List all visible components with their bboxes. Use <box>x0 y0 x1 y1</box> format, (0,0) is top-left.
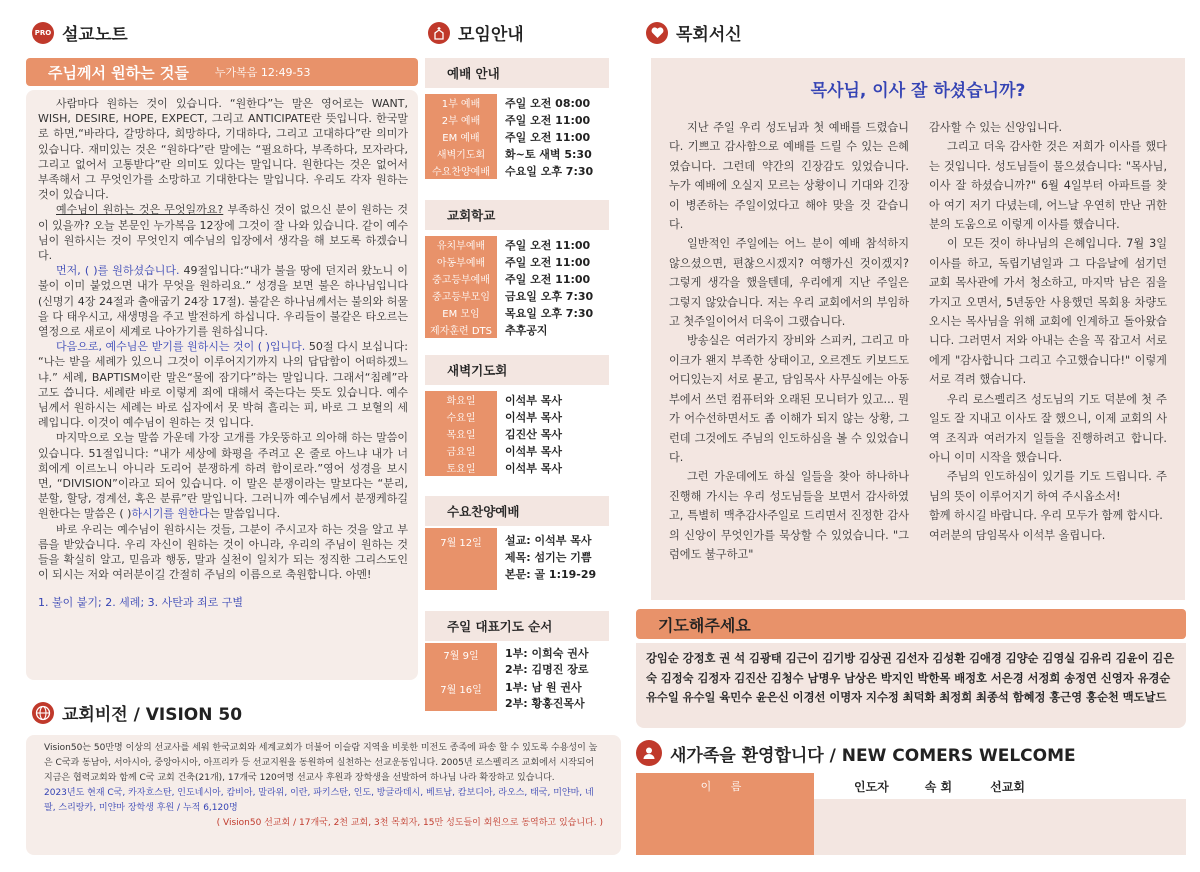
letter-paragraph: 우리 로스펠리즈 성도님의 기도 덕분에 첫 주일도 잘 지내고 이사도 잘 했으니, 이제 교회의 사역 조직과 여러가지 일들을 진행하려고 합니다. 아니 이미 시작을 했습니다. <box>929 392 1167 464</box>
prayer-order-line: 2부: 김명진 장로 <box>505 663 589 676</box>
dawn-row <box>425 391 609 408</box>
school-label: 유치부예배 <box>425 236 497 253</box>
letter-paragraph: 주님의 인도하심이 있기를 기도 드립니다. 주님의 뜻이 이루어지기 하여 주시옵소서! <box>929 470 1167 503</box>
school-label: 중고등부모임 <box>425 287 497 304</box>
sermon-answers: 1. 불이 붙기; 2. 세례; 3. 사탄과 죄로 구별 <box>38 595 244 609</box>
globe-icon <box>32 702 54 724</box>
sermon-paragraph <box>38 430 408 521</box>
wednesday-line: 본문: 골 1:19-29 <box>505 568 597 581</box>
newcomers-table <box>636 773 1186 855</box>
prayer-order-line: 2부: 황홍진목사 <box>505 697 585 710</box>
worship-label: EM 예배 <box>425 128 497 145</box>
school-row <box>425 287 609 304</box>
col-group: 속 회 <box>924 779 953 794</box>
sermon-paragraph <box>38 339 408 430</box>
school-value: 목요일 오후 7:30 <box>505 306 594 320</box>
dawn-label: 토요일 <box>425 459 497 476</box>
col-name: 이 름 <box>636 773 814 799</box>
wednesday-line: 설교: 이석부 목사 <box>505 534 592 547</box>
school-row <box>425 304 609 321</box>
school-label: 제자훈련 DTS <box>425 321 497 338</box>
school-value: 주일 오전 11:00 <box>505 255 591 269</box>
school-label: 중고등부예배 <box>425 270 497 287</box>
worship-row <box>425 145 609 162</box>
worship-value: 주일 오전 08:00 <box>505 96 591 110</box>
worship-row <box>425 162 609 179</box>
sermon-paragraph <box>38 202 408 263</box>
sermon-text: 50절 다시 보십니다: “나는 받을 세례가 있으니 그것이 이루어지기까지 나의 답답함이 어떠하겠느냐.” 세례, BAPTISM이란 말은“물에 잠기다”하는 말입니다. 그래서“침례”라고도 씁니다. 세례란 바로 이렇게 죄에 대해서 죽는다는 뜻도 있습니다. 예수님께서 원하시는 세례는 바로 십자에서 못 박혀 흘리는 피, 바로 그 보혈의 세례입니다. 이것이 예수님이 원하는 것 입니다. <box>38 340 409 430</box>
school-value: 추후공지 <box>505 323 548 337</box>
wednesday-line: 제목: 섬기는 기쁨 <box>505 551 592 564</box>
sermon-paragraph <box>38 263 408 339</box>
heart-icon <box>646 22 668 44</box>
worship-row <box>425 128 609 145</box>
letter-paragraph: 방송실은 여러가지 장비와 스피커, 그리고 마이크가 왠지 부족한 상태이고, 오르겐도 키보드도 어디있는지 서로 묻고, 담임목사 사무실에는 아동부에서 쓰던 컴퓨터와 오래된 모니터가 있고... 뭔가 어수선하면서도 좀 이해가 되지 않는 상황, 그런데 그것에도 주님의 인도하심을 볼 수 있었습니다. <box>669 334 909 464</box>
dawn-row <box>425 442 609 459</box>
sermon-point-2: 다음으로, 예수님은 받기를 원하시는 것이 ( )입니다. <box>56 340 306 354</box>
letter-paragraph: 지난 주일 우리 성도님과 첫 예배를 드렸습니다. 기쁘고 감사함으로 예배를 드릴 수 있는 은혜였습니다. 그런데 약간의 긴장감도 있었습니다. 누가 예배에 오실지 모르는 상황이니 기대와 긴장이 병존하는 주일이었다고 해야 맞을 것 같습니다. <box>669 121 909 232</box>
col-mission: 선교회 <box>990 779 1025 794</box>
newcomer-name-cell[interactable] <box>636 799 814 855</box>
sermon-text: 49절입니다:“내가 불을 땅에 던지러 왔노니 이 불이 이미 붙었으면 내가 무엇을 원하리요.” 성경을 보면 불은 하나님입니다 (신명기 4장 24절과 출애굽기 24장 17절). 불같은 하나님께서는 불의와 허물을 다 태우시고, 새생명을 주고 발전하게 하십니다. 우리들이 불같은 타오르는 열정으로 새로이 세계로 나아가기를 원하십니다. <box>38 264 409 339</box>
letter-paragraph: 그리고 더욱 감사한 것은 저희가 이사를 했다는 것입니다. 성도님들이 물으셨습니다: "목사님, 이사 잘 하셨습니까?" 6월 4일부터 아파트를 찾아 여기 저기 다녔는데, 어느날 우연히 만난 귀한 분의 도움으로 이렇게 이사를 했습니다. <box>929 140 1167 232</box>
worship-label: 2부 예배 <box>425 111 497 128</box>
prayer-order-title: 주일 대표기도 순서 <box>425 611 609 641</box>
vision-heading-text: 교회비전 / VISION 50 <box>62 705 243 725</box>
dawn-value: 김진산 목사 <box>505 427 562 441</box>
worship-label: 1부 예배 <box>425 94 497 111</box>
school-rows <box>425 236 609 338</box>
pastor-letter-col-right <box>929 118 1167 545</box>
wednesday-title: 수요찬양예배 <box>425 496 609 526</box>
newcomers-empty-row <box>636 799 1186 855</box>
worship-row <box>425 111 609 128</box>
dawn-title: 새벽기도회 <box>425 355 609 385</box>
sermon-reference: 누가복음 12:49-53 <box>214 66 311 79</box>
dawn-row <box>425 459 609 476</box>
sermon-notes-heading <box>32 20 128 45</box>
pastor-letter-box <box>651 58 1185 600</box>
dawn-label: 금요일 <box>425 442 497 459</box>
prayer-request-names: 강임순 강정호 권 석 김광태 김근이 김기방 김상권 김선자 김성환 김애경 김양순 김영실 김유리 김윤이 김은숙 김정숙 김정자 김진산 김청수 남명우 남상은 박지인 박한목 배정호 서은경 서정희 송정연 신영자 유경순 유수일 유수일 육민수 윤은신 이경선 이명자 지수정 최덕화 최정희 최종석 함혜정 홍근영 홍순천 맥도날드 <box>636 643 1186 728</box>
vision-note: ( Vision50 선교회 / 17개국, 2천 교회, 3천 목회자, 15만 성도들이 회원으로 동역하고 있습니다. ) <box>216 818 603 828</box>
dawn-row <box>425 408 609 425</box>
dawn-label: 화요일 <box>425 391 497 408</box>
sermon-point-1: 먼저, ( )를 원하셨습니다. <box>56 264 180 278</box>
dawn-value: 이석부 목사 <box>505 410 562 424</box>
prayer-order-row <box>425 643 609 677</box>
school-value: 주일 오전 11:00 <box>505 272 591 286</box>
sermon-question: 예수님이 원하는 것은 무엇일까요? <box>56 203 224 217</box>
dawn-schedule <box>425 355 609 476</box>
prayer-order-row <box>425 677 609 711</box>
sermon-paragraph: 사람마다 원하는 것이 있습니다. “원한다”는 말은 영어로는 WANT, WISH, DESIRE, HOPE, EXPECT, 그리고 ANTICIPATE란 뜻입니다. 한국말로 하면,“바라다, 갈망하다, 희망하다, 기대하다, 그리고 고대하다”란 의미가 있습니다. 재미있는 것은 “원하다”란 말에는 “필요하다, 부족하다, 모자라다, 그리고 없어서 고통받다”란 의미도 있다는 말입니다. 원한다는 것은 없어서 부족해서 그 무엇인가를 소망하고 기대한다는 말입니다. 우리도 각자 원하는 것이 있습니다. <box>38 97 408 202</box>
sermon-text: 는 말씀입니다. <box>209 507 281 521</box>
worship-rows <box>425 94 609 179</box>
dawn-value: 이석부 목사 <box>505 393 562 407</box>
gathering-heading-text: 모임안내 <box>458 25 524 45</box>
prayer-order-line: 1부: 이희숙 권사 <box>505 647 589 660</box>
prayer-order-line: 1부: 남 원 권사 <box>505 681 582 694</box>
dawn-row <box>425 425 609 442</box>
vision-heading <box>32 700 242 725</box>
worship-label: 수요찬양예배 <box>425 162 497 179</box>
letter-paragraph: 일반적인 주일에는 어느 분이 예배 참석하지 않으셨으면, 편찮으시겠지? 여행가신 것이겠지? 그렇게 생각을 했을텐데, 우리에게 지난 주일은 그렇지 않았습니다. 저는 우리 교회에서의 부임하고 첫주일이어서 더욱이 그랬습니다. <box>669 237 909 329</box>
sermon-paragraph: 바로 우리는 예수님이 원하시는 것들, 그분이 주시고자 하는 것을 알고 부름을 받았습니다. 우리 자신이 원하는 것이 아니라, 우리의 주님이 원하는 것들을 확실히 알고, 믿음과 행동, 말과 실천이 일치가 되는 정직한 그리스도인이 되시는 저와 여러분이길 간절히 주님의 이름으로 축원합니다. 아멘! <box>38 522 408 582</box>
pastor-letter-title: 목사님, 이사 잘 하셨습니까? <box>810 81 1026 101</box>
school-value: 주일 오전 11:00 <box>505 238 591 252</box>
letter-paragraph: 이 모든 것이 하나님의 은혜입니다. 7월 3일 이사를 하고, 독립기념일과 그 다음날에 섬기던 교회 목사관에 가서 청소하고, 마지막 남은 짐을 가지고 오면서, 5년동안 사용했던 목회용 차량도 오시는 목사님을 위해 교회에 인계하고 돌아왔습니다. 그러면서 저와 아내는 손을 꼭 잡고서 서로에게 "감사합니다 그리고 수고했습니다!" 이렇게 서로 격려 했습니다. <box>929 237 1167 387</box>
sermon-point-3: 하시기를 원한다 <box>131 507 210 521</box>
school-label: 아동부예배 <box>425 253 497 270</box>
pastor-letter-col-left <box>669 118 909 564</box>
wednesday-schedule <box>425 496 609 590</box>
worship-value: 수요일 오후 7:30 <box>505 164 594 178</box>
school-value: 금요일 오후 7:30 <box>505 289 594 303</box>
school-row <box>425 270 609 287</box>
newcomers-heading <box>636 740 1076 766</box>
prayer-request-heading: 기도해주세요 <box>636 609 1186 639</box>
newcomers-heading-text: 새가족을 환영합니다 / NEW COMERS WELCOME <box>670 745 1076 766</box>
newcomer-info-cell[interactable] <box>814 799 1186 855</box>
vision-text: Vision50는 50만명 이상의 선교사를 세워 한국교회와 세계교회가 더불어 이슬람 지역을 비롯한 미전도 종족에 파송 할 수 있도록 수용성이 높은 C국과 동남아, 서아시아, 중앙아시아, 아프리카 등 선교지원을 동원하여 실천하는 선교운동입니다. 2005년 로스펠리즈 교회에서 시작되어 지금은 협력교회와 함께 C국 교회 건축(21개), 17개국 120여명 선교사 후원과 장학생을 선발하여 하나님 나라 확장하고 있습니다. <box>44 743 598 783</box>
worship-value: 주일 오전 11:00 <box>505 113 591 127</box>
worship-schedule <box>425 58 609 179</box>
worship-label: 새벽기도회 <box>425 145 497 162</box>
school-row <box>425 253 609 270</box>
gathering-heading <box>428 20 524 45</box>
sermon-text: 부족하신 것이 없으신 분이 원하는 것이 있을까? 오늘 본문인 누가복음 12장에 그것이 잘 나와 있습니다. 같이 예수님이 원하시는 것이 무엇인지 예수님의 입장에서 생각을 해 보도록 하겠습니다. <box>38 203 409 263</box>
worship-value: 주일 오전 11:00 <box>505 130 591 144</box>
worship-value: 화~토 새벽 5:30 <box>505 147 592 161</box>
school-row <box>425 236 609 253</box>
wednesday-row <box>425 528 609 590</box>
col-inviter: 인도자 <box>854 779 889 794</box>
letter-paragraph: 감사할 수 있는 신앙입니다. <box>929 121 1063 134</box>
school-label: EM 모임 <box>425 304 497 321</box>
dawn-value: 이석부 목사 <box>505 444 562 458</box>
sermon-notes-heading-text: 설교노트 <box>62 25 128 45</box>
dawn-value: 이석부 목사 <box>505 461 562 475</box>
school-schedule <box>425 200 609 338</box>
pro-logo-icon: PRO <box>32 22 54 44</box>
church-icon <box>428 22 450 44</box>
letter-signature: 여러분의 담임목사 이석부 올립니다. <box>929 528 1106 542</box>
sermon-text: 마지막으로 오늘 말씀 가운데 가장 고개를 갸웃뚱하고 의아해 하는 말씀이 있습니다. 51절입니다: “내가 세상에 화평을 주려고 온 줄로 아느냐 내가 너희에게 이르노니 아니라 도리어 분쟁하게 하려 함이로라.”영어 성경을 보시면, “DIVISION”이라고 되어 있습니다. 이 말은 분쟁이라는 말보다는 “분리, 분할, 할당, 경계선, 혹은 분류”란 말입니다. 그러니까 예수님께서 분쟁케하길 원한다는 말씀은 ( ) <box>38 431 408 521</box>
dawn-rows <box>425 391 609 476</box>
wednesday-date: 7월 12일 <box>425 528 497 590</box>
worship-row <box>425 94 609 111</box>
vision-box <box>26 735 621 855</box>
worship-title: 예배 안내 <box>425 58 609 88</box>
newcomers-header-row <box>636 773 1186 799</box>
letter-paragraph: 함께 하시길 바랍니다. 우리 모두가 함께 합시다. <box>929 509 1163 523</box>
school-row <box>425 321 609 338</box>
dawn-label: 목요일 <box>425 425 497 442</box>
letter-paragraph: 그런 가운데에도 하실 일들을 찾아 하나하나 진행해 가시는 우리 성도님들을 보면서 감사하였고, 특별히 맥추감사주일로 드리면서 진정한 감사의 신앙이 무엇인가를 묵상할 수 있었습니다. "그럼에도 불구하고" <box>669 470 909 561</box>
person-icon <box>636 740 662 766</box>
pastor-letter-heading <box>646 20 742 45</box>
pastor-letter-heading-text: 목회서신 <box>676 25 742 45</box>
dawn-label: 수요일 <box>425 408 497 425</box>
prayer-order-date: 7월 9일 <box>425 643 497 677</box>
sermon-title: 주님께서 원하는 것들 <box>48 63 189 82</box>
sermon-body <box>26 90 418 680</box>
sermon-title-bar <box>26 58 418 86</box>
prayer-order <box>425 611 609 711</box>
vision-stats: 2023년도 현재 C국, 카자흐스탄, 인도네시아, 캄비아, 말라위, 이란, 파키스탄, 인도, 방글라데시, 베트남, 캄보디아, 라오스, 태국, 미얀마, 네팔, 스리랑카, 미얀마 장학생 후원 / 누적 6,120명 <box>44 788 594 813</box>
school-title: 교회학교 <box>425 200 609 230</box>
prayer-order-date: 7월 16일 <box>425 677 497 711</box>
